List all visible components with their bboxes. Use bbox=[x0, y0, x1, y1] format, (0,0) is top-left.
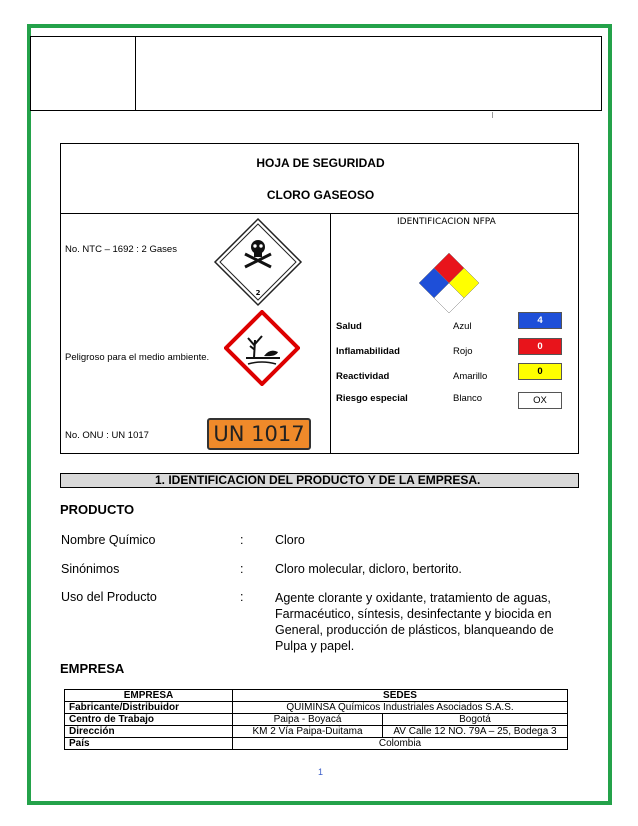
section-1-heading: 1. IDENTIFICACION DEL PRODUCTO Y DE LA EMPRESA. bbox=[60, 473, 579, 488]
field-label-sinonimos: Sinónimos bbox=[61, 562, 120, 576]
toxic-gas-pictogram-icon bbox=[213, 217, 303, 307]
nfpa-title: IDENTIFICACION NFPA bbox=[397, 217, 496, 227]
nfpa-special-value: OX bbox=[518, 392, 562, 409]
nfpa-row-inflamabilidad: Inflamabilidad bbox=[336, 346, 400, 357]
environment-label: Peligroso para el medio ambiente. bbox=[65, 352, 210, 363]
producto-heading: PRODUCTO bbox=[60, 502, 135, 517]
page-number: 1 bbox=[318, 767, 324, 777]
nfpa-row-riesgo-especial: Riesgo especial bbox=[336, 393, 408, 404]
field-value-sinonimos: Cloro molecular, dicloro, bertorito. bbox=[275, 562, 462, 576]
onu-label: No. ONU : UN 1017 bbox=[65, 430, 149, 441]
empresa-heading: EMPRESA bbox=[60, 661, 125, 676]
nfpa-row-reactividad: Reactividad bbox=[336, 371, 390, 382]
field-value-nombre: Cloro bbox=[275, 533, 305, 547]
empresa-table: EMPRESA SEDES Fabricante/Distribuidor QUIMINSA Químicos Industriales Asociados S.A.S. Centro de Trabajo Paipa - Boyacá Bogotá Dirección KM 2 Vía Paipa-Duitama AV Calle 12 NO. 79A – 25, Bodega 3 País Colombia bbox=[64, 689, 568, 750]
document-header-box bbox=[30, 36, 602, 111]
table-row: Centro de Trabajo Paipa - Boyacá Bogotá bbox=[65, 714, 568, 726]
field-value-uso: Agente clorante y oxidante, tratamiento de aguas, Farmacéutico, síntesis, desinfectante y biocida en General, producción de plásticos, blanqueando de Pulpa y papel. bbox=[275, 591, 554, 653]
sheet-title: HOJA DE SEGURIDAD bbox=[256, 156, 385, 170]
nfpa-diamond-icon bbox=[418, 252, 480, 314]
nfpa-flammability-value: 0 bbox=[518, 338, 562, 355]
table-row: País Colombia bbox=[65, 738, 568, 750]
nfpa-health-value: 4 bbox=[518, 312, 562, 329]
nfpa-row-salud: Salud bbox=[336, 321, 362, 332]
field-label-uso: Uso del Producto bbox=[61, 590, 157, 604]
table-row: Fabricante/Distribuidor QUIMINSA Químicos Industriales Asociados S.A.S. bbox=[65, 702, 568, 714]
svg-text:2: 2 bbox=[255, 289, 261, 297]
un-number-plate: UN 1017 bbox=[207, 418, 311, 450]
environment-hazard-pictogram-icon bbox=[224, 310, 300, 386]
nfpa-reactivity-value: 0 bbox=[518, 363, 562, 380]
field-label-nombre: Nombre Químico bbox=[61, 533, 156, 547]
table-row: Dirección KM 2 Vía Paipa-Duitama AV Calle 12 NO. 79A – 25, Bodega 3 bbox=[65, 726, 568, 738]
product-title: CLORO GASEOSO bbox=[266, 188, 375, 202]
safety-sheet-header: HOJA DE SEGURIDAD CLORO GASEOSO No. NTC – 1692 : 2 Gases Peligroso para el medio ambiente. No. ONU : UN 1017 2 UN 1017 IDENTIFICACION NFPA Salud Azul 4 Inflamabilidad Rojo 0 Reactividad Amarillo 0 Riesgo especial Blanco OX bbox=[60, 143, 579, 454]
ntc-label: No. NTC – 1692 : 2 Gases bbox=[65, 244, 177, 255]
